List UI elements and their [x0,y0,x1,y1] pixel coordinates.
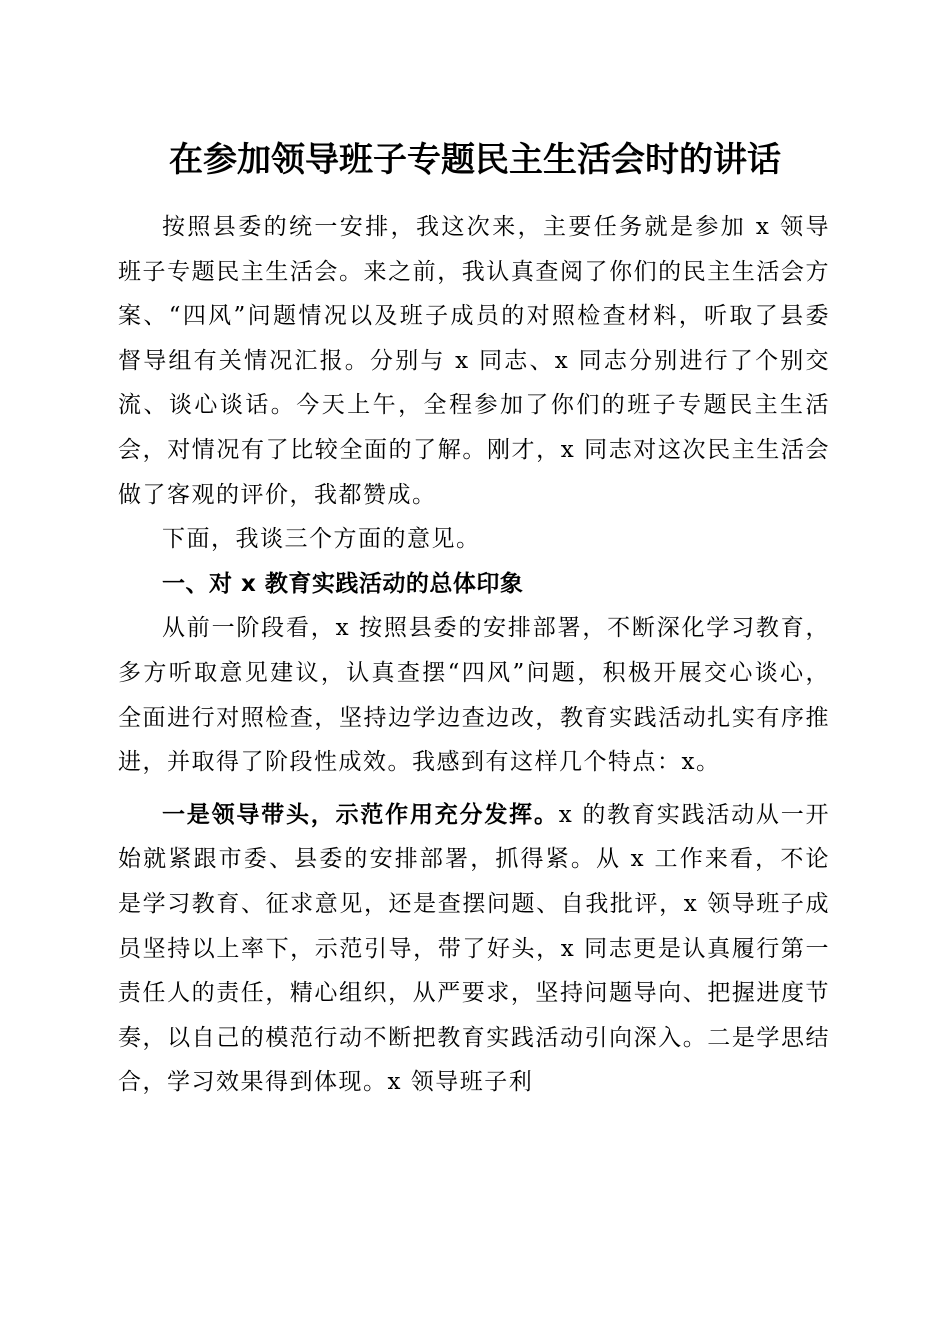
paragraph-intro: 按照县委的统一安排，我这次来，主要任务就是参加 x 领导班子专题民主生活会。来之前，我认真查阅了你们的民主生活会方案、“四风”问题情况以及班子成员的对照检查材料，听取了县委督导组有关情况汇报。分别与 x 同志、x 同志分别进行了个别交流、谈心谈话。今天上午，全程参加了你们的班子专题民主生活会，对情况有了比较全面的了解。刚才，x 同志对这次民主生活会做了客观的评价，我都赞成。 [118,214,830,508]
paragraph-feature-1 [118,793,830,1105]
document-body [118,205,830,1105]
paragraph-gap [118,785,830,793]
paragraph-feature-1-lead: 一是领导带头，示范作用充分发挥。 [162,800,559,828]
paragraph-transition: 下面，我谈三个方面的意见。 [162,526,481,553]
paragraph-feature-1-text: x 的教育实践活动从一开始就紧跟市委、县委的安排部署，抓得紧。从 x 工作来看，不论是学习教育、征求意见，还是查摆问题、自我批评，x 领导班子成员坚持以上率下，示范引导，带了好头，x 同志更是认真履行第一责任人的责任，精心组织，从严要求，坚持问题导向、把握进度节奏，以自己的模范行动不断把教育实践活动引向深入。二是学思结合，学习效果得到体现。x 领导班子利 [118,801,830,1096]
section-heading-1: 一、对 x 教育实践活动的总体印象 [162,570,524,597]
paragraph-overview: 从前一阶段看，x 按照县委的安排部署，不断深化学习教育，多方听取意见建议，认真查摆“四风”问题，积极开展交心谈心，全面进行对照检查，坚持边学边查边改，教育实践活动扎实有序推进，并取得了阶段性成效。我感到有这样几个特点：x。 [118,615,830,776]
document-title: 在参加领导班子专题民主生活会时的讲话 [169,140,781,180]
